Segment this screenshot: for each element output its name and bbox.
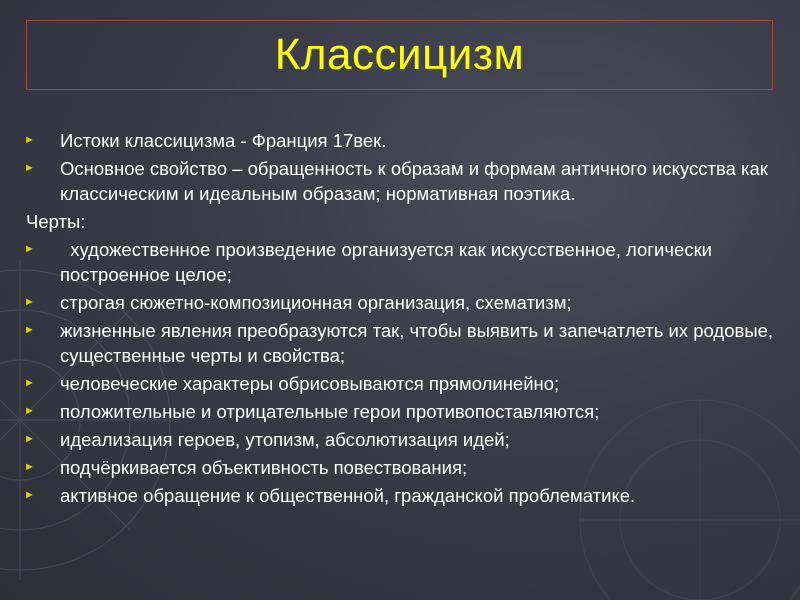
bullet-item bbox=[22, 156, 782, 206]
bullet-arrow-icon: ► bbox=[24, 433, 35, 445]
bullet-text: Основное свойство – обращенность к образам и формам античного искусства как классическим и идеальным образам; нормативная поэтика. bbox=[60, 158, 774, 204]
bullet-item bbox=[22, 371, 782, 396]
bullet-item bbox=[22, 483, 782, 508]
bullet-text: положительные и отрицательные герои противопоставляются; bbox=[60, 401, 600, 422]
slide-content bbox=[22, 128, 782, 511]
bullet-item bbox=[22, 455, 782, 480]
bullet-arrow-icon: ► bbox=[24, 377, 35, 389]
bullet-text: художественное произведение организуется как искусственное, логически построенное целое; bbox=[60, 239, 718, 285]
bullet-item bbox=[22, 399, 782, 424]
bullet-arrow-icon: ► bbox=[24, 243, 35, 255]
title-frame bbox=[26, 20, 773, 90]
slide-title: Классицизм bbox=[274, 30, 525, 79]
bullet-arrow-icon: ► bbox=[24, 489, 35, 501]
bullet-item bbox=[22, 128, 782, 153]
bullet-arrow-icon: ► bbox=[24, 461, 35, 473]
bullet-text: жизненные явления преобразуются так, чтобы выявить и запечатлеть их родовые, существенные черты и свойства; bbox=[60, 320, 779, 366]
bullet-arrow-icon: ► bbox=[24, 296, 35, 308]
bullet-item bbox=[22, 237, 782, 287]
bullet-arrow-icon: ► bbox=[24, 324, 35, 336]
bullet-text: активное обращение к общественной, гражданской проблематике. bbox=[60, 485, 636, 506]
bullet-text: подчёркивается объективность повествования; bbox=[60, 457, 468, 478]
bullet-text: строгая сюжетно-композиционная организация, схематизм; bbox=[60, 292, 572, 313]
bullet-arrow-icon: ► bbox=[24, 162, 35, 174]
bullet-arrow-icon: ► bbox=[24, 405, 35, 417]
bullet-item bbox=[22, 290, 782, 315]
bullet-text: Истоки классицизма - Франция 17век. bbox=[60, 130, 387, 151]
bullet-arrow-icon: ► bbox=[24, 134, 35, 146]
section-label: Черты: bbox=[26, 211, 86, 232]
bullet-text: человеческие характеры обрисовываются прямолинейно; bbox=[60, 373, 560, 394]
bullet-item bbox=[22, 427, 782, 452]
bullet-item bbox=[22, 318, 782, 368]
bullet-text: идеализация героев, утопизм, абсолютизация идей; bbox=[60, 429, 510, 450]
